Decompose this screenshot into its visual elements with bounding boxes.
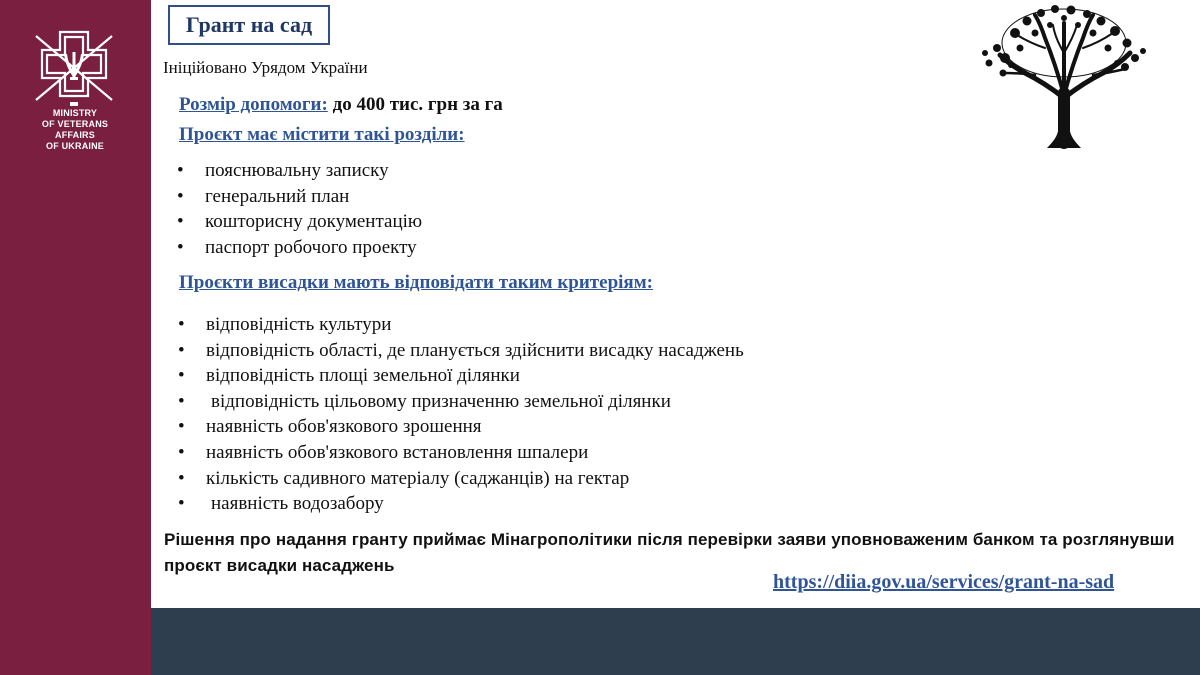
list-item-text: відповідність області, де планується здійснити висадку насаджень (206, 339, 744, 361)
list-item-text: кошторисну документацію (205, 211, 423, 232)
grant-link[interactable]: https://diia.gov.ua/services/grant-na-sad (773, 571, 1115, 593)
list-item-text: паспорт робочого проекту (205, 236, 417, 258)
ministry-emblem-icon (30, 28, 118, 108)
slide-title (168, 5, 330, 45)
list-item-text: відповідність культури (206, 314, 392, 335)
criteria-list (176, 312, 744, 517)
list-item-text: пояснювальну записку (205, 160, 389, 181)
list-item (176, 363, 744, 389)
ministry-line: MINISTRY (52, 108, 98, 118)
list-item (176, 389, 744, 415)
ministry-line: OF UKRAINE (46, 141, 104, 151)
tree-icon (975, 3, 1153, 158)
footer-band (151, 608, 1200, 675)
ministry-name (20, 108, 130, 152)
grant-size-value: до 400 тис. грн за га (327, 94, 503, 115)
list-item (176, 440, 744, 466)
decision-text: Рішення про надання гранту приймає Мінагрополітики після перевірки заяви уповноваженим банком та розглянувши проєкт висадки насаджень (164, 530, 1175, 575)
ministry-line: OF VETERANS (41, 119, 109, 129)
list-item (176, 338, 744, 364)
list-item-text: відповідність площі земельної ділянки (206, 365, 520, 387)
sections-list (175, 158, 422, 260)
list-item (176, 491, 744, 517)
slide-title-text: Грант на сад (185, 12, 313, 37)
grant-size-label: Розмір допомоги (179, 94, 322, 115)
list-item (175, 184, 422, 210)
grant-size-colon: : (321, 94, 328, 115)
list-item-text: наявність обов'язкового зрошення (206, 416, 482, 438)
list-item-text: наявність водозабору (211, 493, 384, 515)
list-item (176, 312, 744, 338)
grant-size-line (179, 94, 503, 116)
list-item-text: наявність обов'язкового встановлення шпалери (206, 441, 589, 463)
sidebar (0, 0, 151, 675)
list-item-text: кількість садивного матеріалу (саджанців) на гектар (206, 467, 630, 489)
list-item (175, 209, 422, 235)
list-item-text: генеральний план (205, 185, 350, 207)
list-item (175, 235, 422, 261)
sections-heading: Проєкт має містити такі розділи: (179, 124, 465, 145)
subtitle: Ініційовано Урядом України (163, 58, 368, 77)
list-item (176, 414, 744, 440)
ministry-line: AFFAIRS (55, 130, 95, 140)
list-item (176, 466, 744, 492)
list-item-text: відповідність цільовому призначенню земельної ділянки (211, 390, 671, 412)
criteria-heading: Проєкти висадки мають відповідати таким критеріям: (179, 272, 653, 293)
list-item (175, 158, 422, 184)
